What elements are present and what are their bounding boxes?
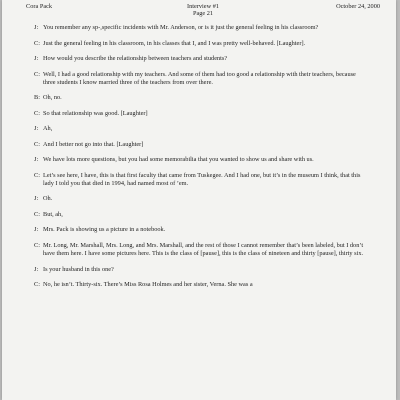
transcript-turn [34,71,366,87]
transcript-turn [34,55,366,63]
speaker-label: C: [34,171,40,179]
turn-text: How would you describe the relationship between teachers and students? [43,55,228,62]
turn-text: Ah, [43,125,53,133]
speaker-label: J: [34,265,39,273]
header-date: October 24, 2000 [336,3,380,10]
turn-text: Mrs. Pack is showing us a picture in a notebook. [43,226,166,234]
transcript-turn [34,266,366,274]
turn-text: Well, I had a good relationship with my teachers. And some of them had too good a relationship with their teachers, because three students I know married three of the teachers from over there. [43,70,356,86]
transcript-turn [34,281,366,289]
turn-text: Let’s see here, I have, this is that first faculty that came from Tuskegee. And I had one, but it’s in the museum I think, that this lady I told you that died in 1994, had named most of ’em. [43,171,361,187]
speaker-label: J: [34,55,39,62]
turn-text: No, he isn’t. Thirty-six. There’s Miss Rosa Holmes and her sister, Verna. She was a [43,281,253,289]
turn-text: So that relationship was good. [Laughter] [43,109,148,117]
speaker-label: J: [34,125,39,133]
transcript-turn [34,24,366,32]
turn-text: But, ah, [43,210,63,218]
transcript-turn [34,226,366,234]
transcript-turn [34,125,366,133]
header-interviewee: Cora Pack [26,3,53,10]
turn-text: We have lots more questions, but you had some memorabilia that you wanted to show us and share with us. [43,156,314,164]
speaker-label: C: [34,109,40,117]
speaker-label: C: [34,70,40,78]
speaker-label: C: [34,210,40,218]
speaker-label: J: [34,156,39,164]
speaker-label: C: [34,281,40,289]
turn-text: You remember any sp-,specific incidents with Mr. Anderson, or is it just the general feeling in his classroom? [43,24,319,31]
transcript-turn [34,110,366,118]
header-interview-number: Interview #1 [187,3,219,10]
speaker-label: C: [34,39,40,47]
turn-text: Just the general feeling in his classroom, in his classes that I, and I was pretty well-behaved. [Laughter]. [43,39,306,47]
speaker-label: C: [34,140,40,148]
speaker-label: J: [34,195,39,203]
turn-text: And I better not go into that. [Laughter] [43,140,144,148]
turn-text: Oh, no. [43,94,62,102]
header-page-number: Page 21 [192,10,214,18]
transcript-turn [34,40,366,48]
turn-text: Oh. [43,195,53,203]
speaker-label: J: [34,24,39,31]
speaker-label: C: [34,241,40,249]
transcript-turn [34,156,366,164]
transcript-turn [34,94,366,102]
transcript-turn [34,242,366,258]
transcript-turn [34,172,366,188]
transcript-turn [34,141,366,149]
turn-text: Mr. Long, Mr. Marshall, Mrs. Long, and Mrs. Marshall, and the rest of those I cannot remember that’s been labeled, but I don’t have them here. I have some pictures here. This is the class of [pause], this is the class of nineteen and thirty [pause], thirty six. [43,241,364,258]
transcript-body [34,24,366,297]
header-center [26,3,380,18]
transcript-turn [34,195,366,203]
transcript-turn [34,211,366,219]
speaker-label: J: [34,226,39,234]
speaker-label: B: [34,94,40,102]
transcript-page [2,0,396,400]
turn-text: Is your husband in this one? [43,265,114,273]
